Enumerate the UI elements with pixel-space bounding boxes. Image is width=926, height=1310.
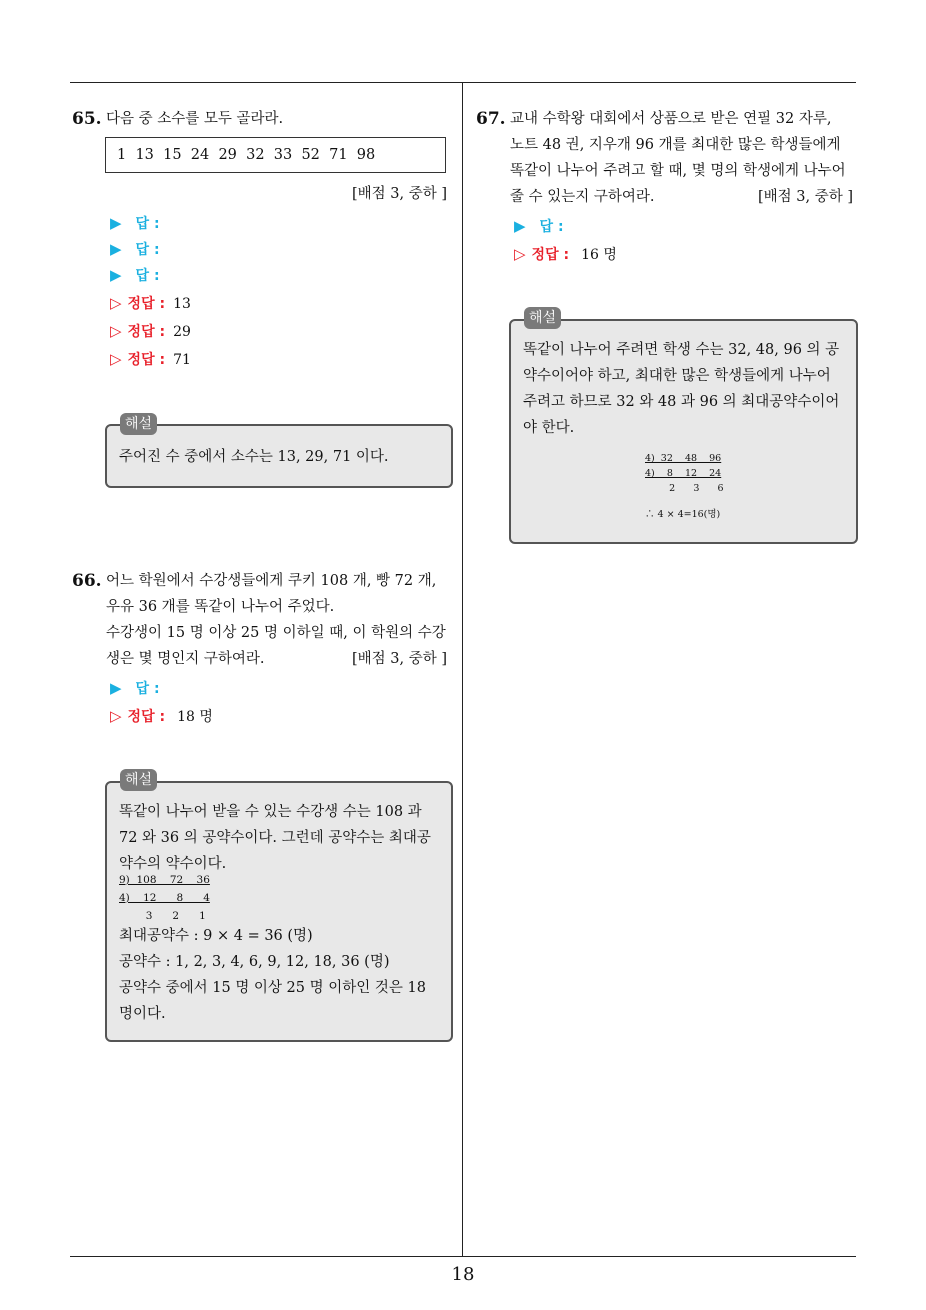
bottom-rule: [70, 1256, 856, 1257]
correct-label: 정답 :: [127, 296, 166, 312]
q65-answer-1[interactable]: [110, 212, 160, 235]
q65-meta: [배점 3, 중하 ]: [352, 186, 448, 202]
q65-correct-2: [110, 320, 191, 343]
q66-line-3: 수강생이 15 명 이상 25 명 이하일 때, 이 학원의 수강: [106, 625, 446, 641]
play-outline-icon: ▷: [110, 322, 122, 340]
play-outline-icon: ▷: [514, 245, 526, 263]
q65-numbers: 1 13 15 24 29 32 33 52 71 98: [117, 147, 376, 163]
q67-number: 67.: [476, 109, 506, 129]
q66-number: 66.: [72, 571, 102, 591]
q65-answer-2[interactable]: [110, 238, 160, 261]
answer-label: 답 :: [539, 219, 564, 235]
q66-line-4: 생은 몇 명인지 구하여라.: [106, 651, 265, 667]
q65-correct-3: [110, 348, 191, 371]
q67-div-row-3: 2 3 6: [645, 483, 724, 494]
play-icon: ▶: [110, 679, 122, 697]
q67-meta: [배점 3, 중하 ]: [758, 189, 854, 205]
answer-label: 답 :: [135, 216, 160, 232]
play-icon: ▶: [110, 240, 122, 258]
answer-label: 답 :: [135, 242, 160, 258]
q67-line-1: 교내 수학왕 대회에서 상품으로 받은 연필 32 자루,: [510, 111, 832, 127]
q66-explanation: [105, 781, 453, 1042]
column-divider: [462, 83, 463, 1256]
q65-expl-tag: 해설: [120, 413, 157, 435]
q67-div-row-1: 4) 32 48 96: [645, 453, 722, 464]
q65-explanation: [105, 424, 453, 488]
top-rule: [70, 82, 856, 83]
q67-answer[interactable]: [514, 215, 564, 238]
q67-line-4: 줄 수 있는지 구하여라.: [510, 189, 655, 205]
play-outline-icon: ▷: [110, 707, 122, 725]
play-icon: ▶: [110, 266, 122, 284]
q65-number: 65.: [72, 109, 102, 129]
q66-meta: [배점 3, 중하 ]: [352, 651, 448, 667]
q66-expl-line-1: 똑같이 나누어 받을 수 있는 수강생 수는 108 과: [119, 804, 422, 820]
q66-correct: [110, 705, 213, 728]
q66-expl-gcd: 최대공약수 : 9 × 4 = 36 (명): [119, 928, 313, 944]
q65-correct-1: [110, 292, 191, 315]
correct-label: 정답 :: [127, 709, 166, 725]
q66-line-1: 어느 학원에서 수강생들에게 쿠키 108 개, 빵 72 개,: [106, 573, 437, 589]
q65-expl-text: 주어진 수 중에서 소수는 13, 29, 71 이다.: [119, 449, 389, 465]
answer-label: 답 :: [135, 268, 160, 284]
q67-expl-line-3: 주려고 하므로 32 와 48 과 96 의 최대공약수이어: [523, 394, 840, 410]
q66-expl-line-7: 명이다.: [119, 1006, 166, 1022]
q66-div-row-1: 9) 108 72 36: [119, 874, 210, 886]
q67-correct: [514, 243, 617, 266]
q67-result: ∴ 4 × 4=16(명): [645, 509, 721, 520]
q66-expl-line-6: 공약수 중에서 15 명 이상 25 명 이하인 것은 18: [119, 980, 426, 996]
correct-value: 71: [173, 352, 191, 368]
correct-value: 16 명: [581, 247, 617, 263]
q67-expl-line-2: 약수이어야 하고, 최대한 많은 학생들에게 나누어: [523, 368, 831, 384]
correct-value: 29: [173, 324, 191, 340]
q67-expl-tag: 해설: [524, 307, 561, 329]
q66-expl-line-3: 약수의 약수이다.: [119, 856, 227, 872]
play-icon: ▶: [110, 214, 122, 232]
q67-div-row-2: 4) 8 12 24: [645, 468, 722, 479]
q66-expl-tag: 해설: [120, 769, 157, 791]
answer-label: 답 :: [135, 681, 160, 697]
q67-expl-line-4: 야 한다.: [523, 420, 575, 436]
correct-value: 13: [173, 296, 191, 312]
q66-line-2: 우유 36 개를 똑같이 나누어 주었다.: [106, 599, 335, 615]
q66-div-row-2: 4) 12 8 4: [119, 892, 210, 904]
q65-answer-3[interactable]: [110, 264, 160, 287]
play-icon: ▶: [514, 217, 526, 235]
q66-answer[interactable]: [110, 677, 160, 700]
q67-line-3: 똑같이 나누어 주려고 할 때, 몇 명의 학생에게 나누어: [510, 163, 846, 179]
q66-expl-divisors: 공약수 : 1, 2, 3, 4, 6, 9, 12, 18, 36 (명): [119, 954, 390, 970]
q66-expl-line-2: 72 와 36 의 공약수이다. 그런데 공약수는 최대공: [119, 830, 431, 846]
q67-line-2: 노트 48 권, 지우개 96 개를 최대한 많은 학생들에게: [510, 137, 841, 153]
correct-value: 18 명: [177, 709, 213, 725]
q65-text: 다음 중 소수를 모두 골라라.: [106, 111, 284, 127]
q67-expl-line-1: 똑같이 나누어 주려면 학생 수는 32, 48, 96 의 공: [523, 342, 840, 358]
correct-label: 정답 :: [127, 352, 166, 368]
correct-label: 정답 :: [531, 247, 570, 263]
play-outline-icon: ▷: [110, 294, 122, 312]
q65-number-box: [105, 137, 446, 173]
page-number: 18: [451, 1264, 475, 1285]
play-outline-icon: ▷: [110, 350, 122, 368]
correct-label: 정답 :: [127, 324, 166, 340]
q67-explanation: [509, 319, 858, 544]
q66-div-row-3: 3 2 1: [119, 910, 206, 922]
